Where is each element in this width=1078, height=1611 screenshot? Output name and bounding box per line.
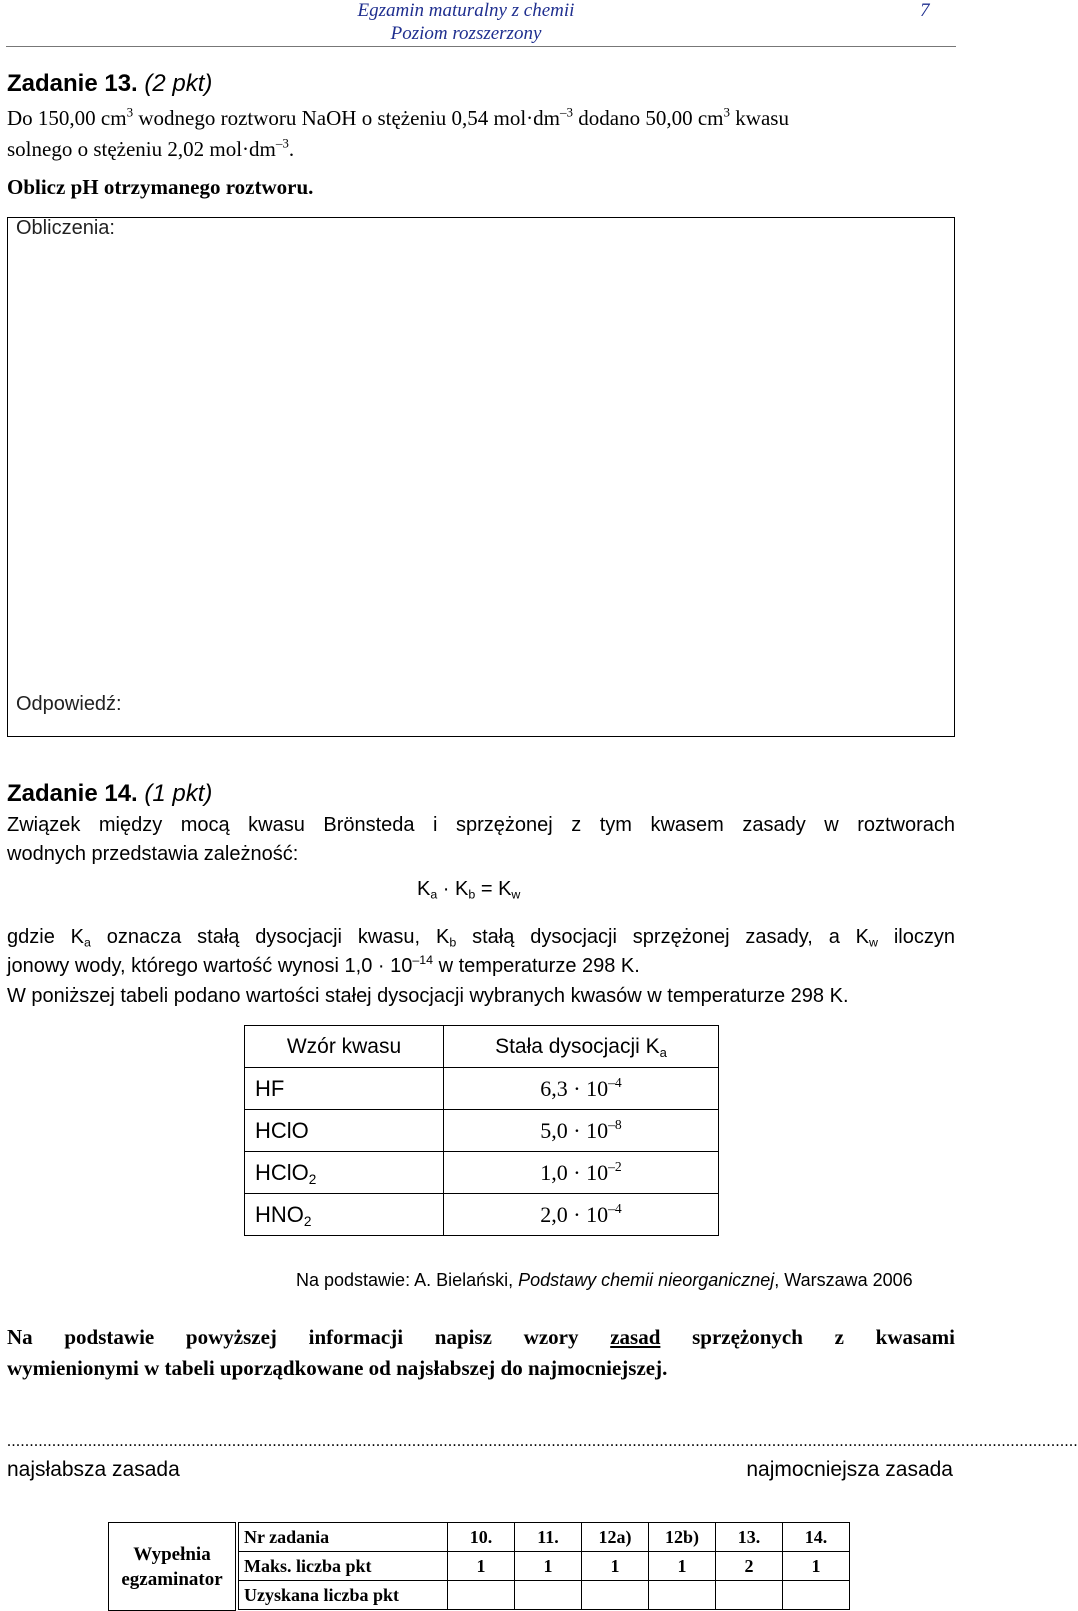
- task-number-row: [239, 1523, 850, 1552]
- page-number: 7: [920, 0, 930, 21]
- task13-text-line1: Do 150,00 $cm^3$ wodnego roztworu NaOH o stężeniu 0,54 $mol\cdot dm^{-3}$ dodano 50,00 $cm^3$ kwasu: [7, 104, 789, 130]
- task14-desc-line1: gdzie $K_a$ oznacza stałą dysocjacji kwasu, $K_b$ stałą dysocjacji sprzężonej zasady, a $K_w$ iloczyn: [7, 926, 955, 950]
- max-points: 1: [649, 1552, 716, 1581]
- obtained-points-cell[interactable]: [649, 1581, 716, 1610]
- ka-value: $5,0 \cdot 10^{-8}$: [444, 1110, 719, 1152]
- task14-intro-line2: wodnych przedstawia zależność:: [7, 843, 299, 865]
- obtained-points-cell[interactable]: [783, 1581, 850, 1610]
- table-intro: W poniższej tabeli podano wartości stałej dysocjacji wybranych kwasów w temperaturze 298 K.: [7, 985, 849, 1007]
- obtained-points-cell[interactable]: [515, 1581, 582, 1610]
- task-number: 12a): [582, 1523, 649, 1552]
- task13-text-line2: solnego o stężeniu 2,02 $mol\cdot dm^{-3}$.: [7, 135, 295, 161]
- max-points: 1: [448, 1552, 515, 1581]
- exam-title: Egzamin maturalny z chemii: [357, 0, 575, 21]
- max-points: 1: [515, 1552, 582, 1581]
- calc-label: Obliczenia:: [16, 217, 115, 239]
- row-label-max-points: Maks. liczba pkt: [239, 1552, 448, 1581]
- exam-level: Poziom rozszerzony: [390, 23, 542, 44]
- task14-desc-line2: jonowy wody, którego wartość wynosi $1,0 \cdot 10^{-14}$ w temperaturze 298 K.: [7, 952, 640, 977]
- table-row: [245, 1194, 719, 1236]
- ka-value: $2,0 \cdot 10^{-4}$: [444, 1194, 719, 1236]
- col-header-acid: Wzór kwasu: [245, 1026, 444, 1068]
- task-number: 14.: [783, 1523, 850, 1552]
- task14-intro-line1: Związek między mocą kwasu Brönsteda i sprzężonej z tym kwasem zasady w roztworach: [7, 814, 955, 836]
- max-points: 1: [582, 1552, 649, 1581]
- ka-value: $1,0 \cdot 10^{-2}$: [444, 1152, 719, 1194]
- task-number: 10.: [448, 1523, 515, 1552]
- obtained-points-row: [239, 1581, 850, 1610]
- score-table: [238, 1522, 850, 1610]
- col-header-ka: Stała dysocjacji $K_a$: [444, 1026, 719, 1068]
- table-row: [245, 1152, 719, 1194]
- acid-formula: HClO: [245, 1110, 444, 1152]
- answer-line[interactable]: ..............................................................................................................................................................................................................................................: [7, 1433, 1078, 1450]
- acid-formula: HClO$_2$: [245, 1152, 444, 1194]
- weakest-base-label: najsłabsza zasada: [7, 1458, 180, 1481]
- source-citation: Na podstawie: A. Bielański, Podstawy chemii nieorganicznej, Warszawa 2006: [296, 1270, 913, 1290]
- obtained-points-cell[interactable]: [448, 1581, 515, 1610]
- table-row: [245, 1110, 719, 1152]
- task14-title: Zadanie 14. (1 pkt): [7, 780, 213, 807]
- strongest-base-label: najmocniejsza zasada: [746, 1458, 953, 1481]
- task-number: 13.: [716, 1523, 783, 1552]
- max-points: 2: [716, 1552, 783, 1581]
- task13-title: Zadanie 13. (2 pkt): [7, 70, 213, 97]
- acid-formula: HF: [245, 1068, 444, 1110]
- obtained-points-cell[interactable]: [582, 1581, 649, 1610]
- task14-instruction-line1: Na podstawie powyższej informacji napisz wzory zasad sprzężonych z kwasami: [7, 1325, 955, 1349]
- answer-label: Odpowiedź:: [16, 693, 122, 715]
- table-header-row: [245, 1026, 719, 1068]
- task14-instruction-line2: wymienionymi w tabeli uporządkowane od najsłabszej do najmocniejszej.: [7, 1356, 668, 1380]
- row-label-task-number: Nr zadania: [239, 1523, 448, 1552]
- task13-instruction: Oblicz pH otrzymanego roztworu.: [7, 175, 314, 199]
- row-label-obtained-points: Uzyskana liczba pkt: [239, 1581, 448, 1610]
- task-number: 12b): [649, 1523, 716, 1552]
- acid-formula: $HNO_2$: [245, 1194, 444, 1236]
- examiner-label: Wypełnia egzaminator: [121, 1544, 223, 1590]
- ka-kb-formula: $K_a \cdot K_b = K_w$: [417, 878, 521, 902]
- max-points-row: [239, 1552, 850, 1581]
- header-divider: [6, 46, 956, 47]
- max-points: 1: [783, 1552, 850, 1581]
- dissociation-constants-table: [244, 1025, 719, 1236]
- ka-value: $6,3 \cdot 10^{-4}$: [444, 1068, 719, 1110]
- calculation-box[interactable]: [7, 217, 955, 737]
- obtained-points-cell[interactable]: [716, 1581, 783, 1610]
- table-row: [245, 1068, 719, 1110]
- task-number: 11.: [515, 1523, 582, 1552]
